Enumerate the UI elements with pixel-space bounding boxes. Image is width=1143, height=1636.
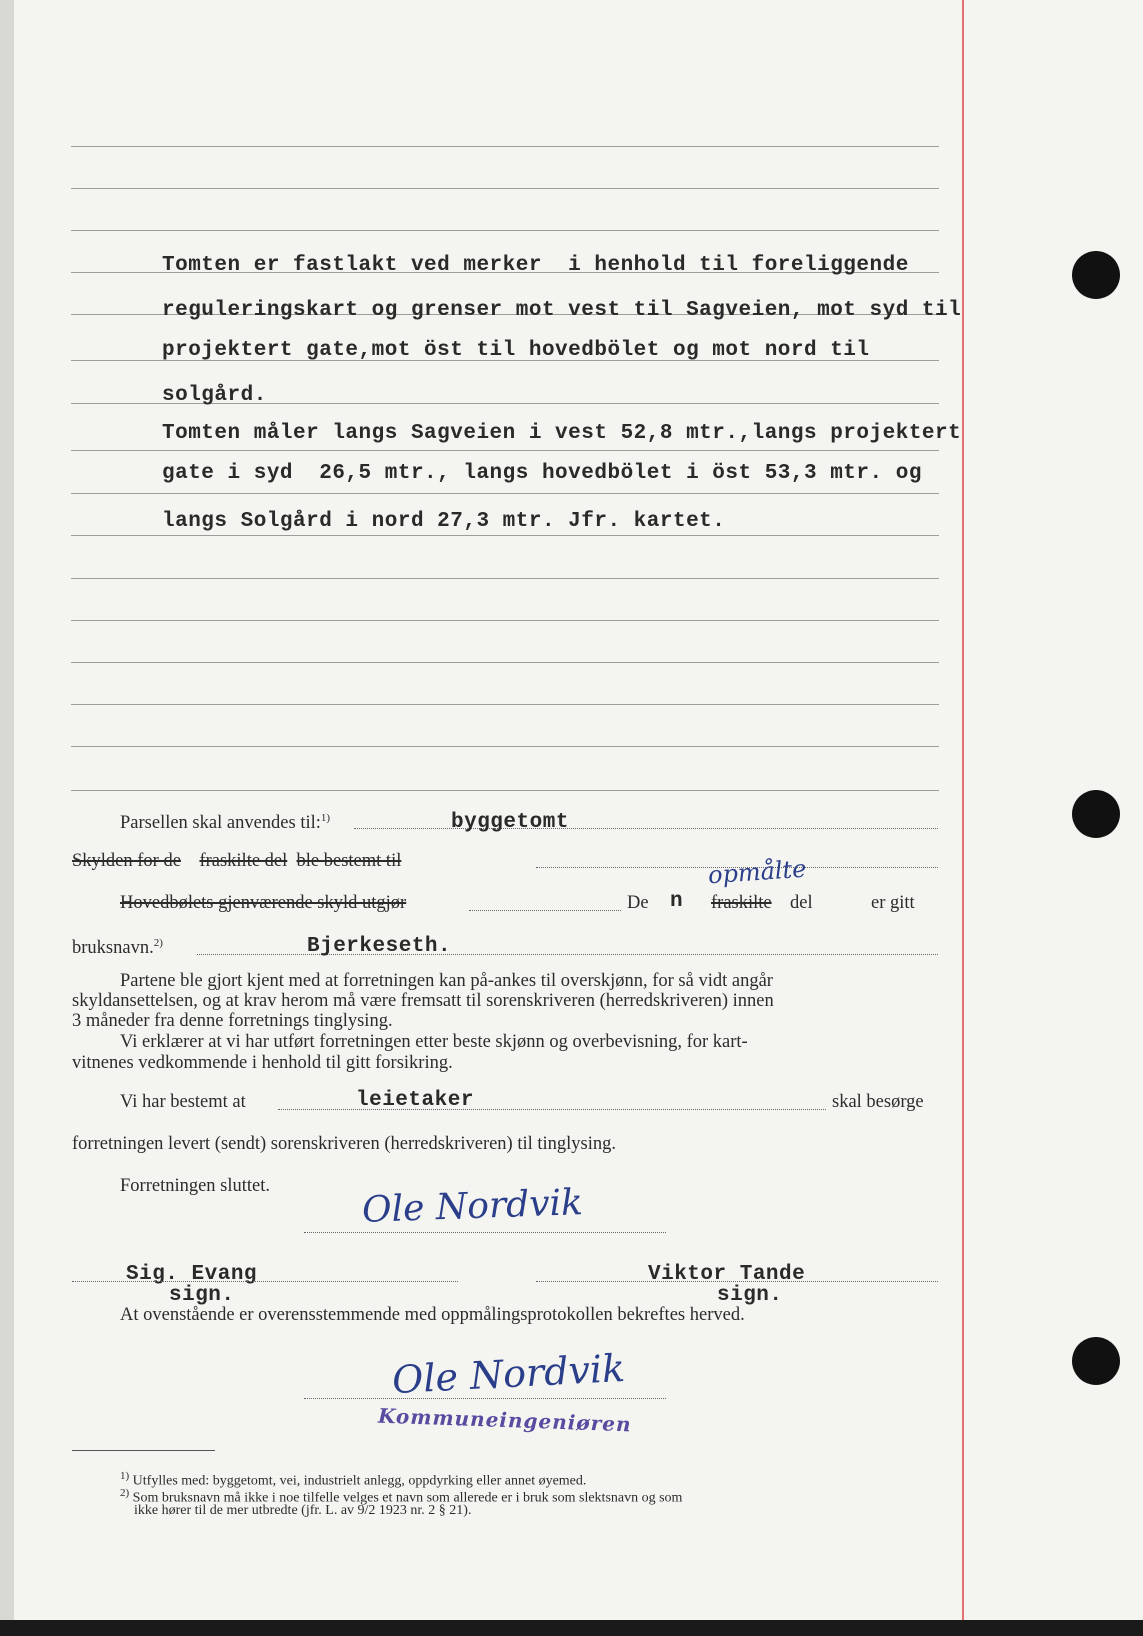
witness-1-name: Sig. Evang: [126, 1263, 258, 1286]
dotted-field: [469, 910, 621, 911]
description-line: langs Solgård i nord 27,3 mtr. Jfr. kartet.: [162, 510, 726, 533]
dotted-field: [72, 1281, 458, 1282]
paragraph-line: Vi erklærer at vi har utført forretningen etter beste skjønn og overbevisning, for kart-: [120, 1032, 748, 1052]
opmalte-handwritten: opmålte: [707, 854, 808, 890]
ruled-line: [71, 620, 939, 621]
paragraph-line: skyldansettelsen, og at krav herom må være fremsatt til sorenskriveren (herredskriveren) innen: [72, 991, 774, 1011]
witness-2-name: Viktor Tande: [648, 1263, 806, 1286]
besorge-prefix: Vi har bestemt at: [120, 1092, 246, 1112]
scan-border: [0, 1620, 1143, 1636]
fraskilte-label: fraskilte: [711, 893, 772, 913]
description-line: Tomten er fastlakt ved merker i henhold til foreliggende: [162, 254, 909, 277]
ruled-line: [71, 146, 939, 147]
ruled-line: [71, 493, 939, 494]
ruled-line: [71, 450, 939, 451]
bruksnavn-value: Bjerkeseth.: [307, 935, 452, 958]
besorge-suffix: skal besørge: [832, 1092, 924, 1112]
signature-1: Ole Nordvik: [361, 1182, 584, 1231]
er-gitt-label: er gitt: [871, 893, 915, 913]
dotted-field: [536, 1281, 938, 1282]
del-label: del: [790, 893, 813, 913]
ruled-line: [71, 704, 939, 705]
dotted-field: [304, 1398, 666, 1399]
description-line: reguleringskart og grenser mot vest til Sagveien, mot syd til: [162, 299, 962, 322]
dotted-field: [354, 828, 938, 829]
witness-2-sign: sign.: [717, 1284, 783, 1307]
paragraph-line: forretningen levert (sendt) sorenskriveren (herredskriveren) til tinglysing.: [72, 1134, 617, 1154]
ruled-line: [71, 188, 939, 189]
punch-hole: [1072, 251, 1120, 299]
footnote-1: $^{1)}$ Utfylles med: byggetomt, vei, industrielt anlegg, oppdyrking eller annet øyemed.: [120, 1470, 587, 1489]
description-line: solgård.: [162, 384, 267, 407]
witness-1-sign: sign.: [169, 1284, 235, 1307]
page-edge: [0, 0, 14, 1636]
description-line: projektert gate,mot öst til hovedbölet og mot nord til: [162, 339, 870, 362]
de-label: De: [627, 893, 649, 913]
footnote-divider: [72, 1450, 215, 1451]
ruled-line: [71, 746, 939, 747]
de-fill: n: [670, 890, 684, 913]
dotted-field: [304, 1232, 666, 1233]
document-page: [14, 0, 1143, 1636]
ruled-line: [71, 790, 939, 791]
parsell-value: byggetomt: [451, 811, 569, 834]
ruled-line: [71, 578, 939, 579]
description-line: gate i syd 26,5 mtr., langs hovedbölet i öst 53,3 mtr. og: [162, 462, 922, 485]
footnote-2-cont: ikke hører til de mer utbredte (jfr. L. av 9/2 1923 nr. 2 § 21).: [134, 1503, 472, 1518]
punch-hole: [1072, 1337, 1120, 1385]
kommuneingenioren-stamp: Kommuneingeniøren: [377, 1403, 632, 1437]
paragraph-line: 3 måneder fra denne forretnings tinglysing.: [72, 1011, 393, 1031]
skyld-line: Skylden for de fraskilte del ble bestemt til: [72, 851, 402, 871]
description-line: Tomten måler langs Sagveien i vest 52,8 mtr.,langs projektert: [162, 422, 962, 445]
hoved-label: Hovedbølets gjenværende skyld utgjør: [120, 893, 407, 913]
ruled-line: [71, 662, 939, 663]
paragraph-line: Partene ble gjort kjent med at forretningen kan på-ankes til overskjønn, for så vidt angår: [120, 971, 773, 991]
footnote-2: $^{2)}$ Som bruksnavn må ikke i noe tilfelle velges et navn som allerede er i bruk som slektsnavn og som: [120, 1487, 683, 1506]
confirm-text: At ovenstående er overensstemmende med oppmålingsprotokollen bekreftes herved.: [120, 1305, 745, 1325]
signature-2: Ole Nordvik: [391, 1345, 627, 1403]
margin-line: [962, 0, 964, 1636]
ruled-line: [71, 535, 939, 536]
bruksnavn-label: bruksnavn.$^{2)}$: [72, 937, 163, 959]
paragraph-line: vitnenes vedkommende i henhold til gitt forsikring.: [72, 1053, 453, 1073]
sluttet-label: Forretningen sluttet.: [120, 1176, 271, 1196]
ruled-line: [71, 230, 939, 231]
parsell-label: Parsellen skal anvendes til:$^{1)}$: [120, 812, 331, 834]
besorge-value: leietaker: [356, 1089, 474, 1112]
punch-hole: [1072, 790, 1120, 838]
